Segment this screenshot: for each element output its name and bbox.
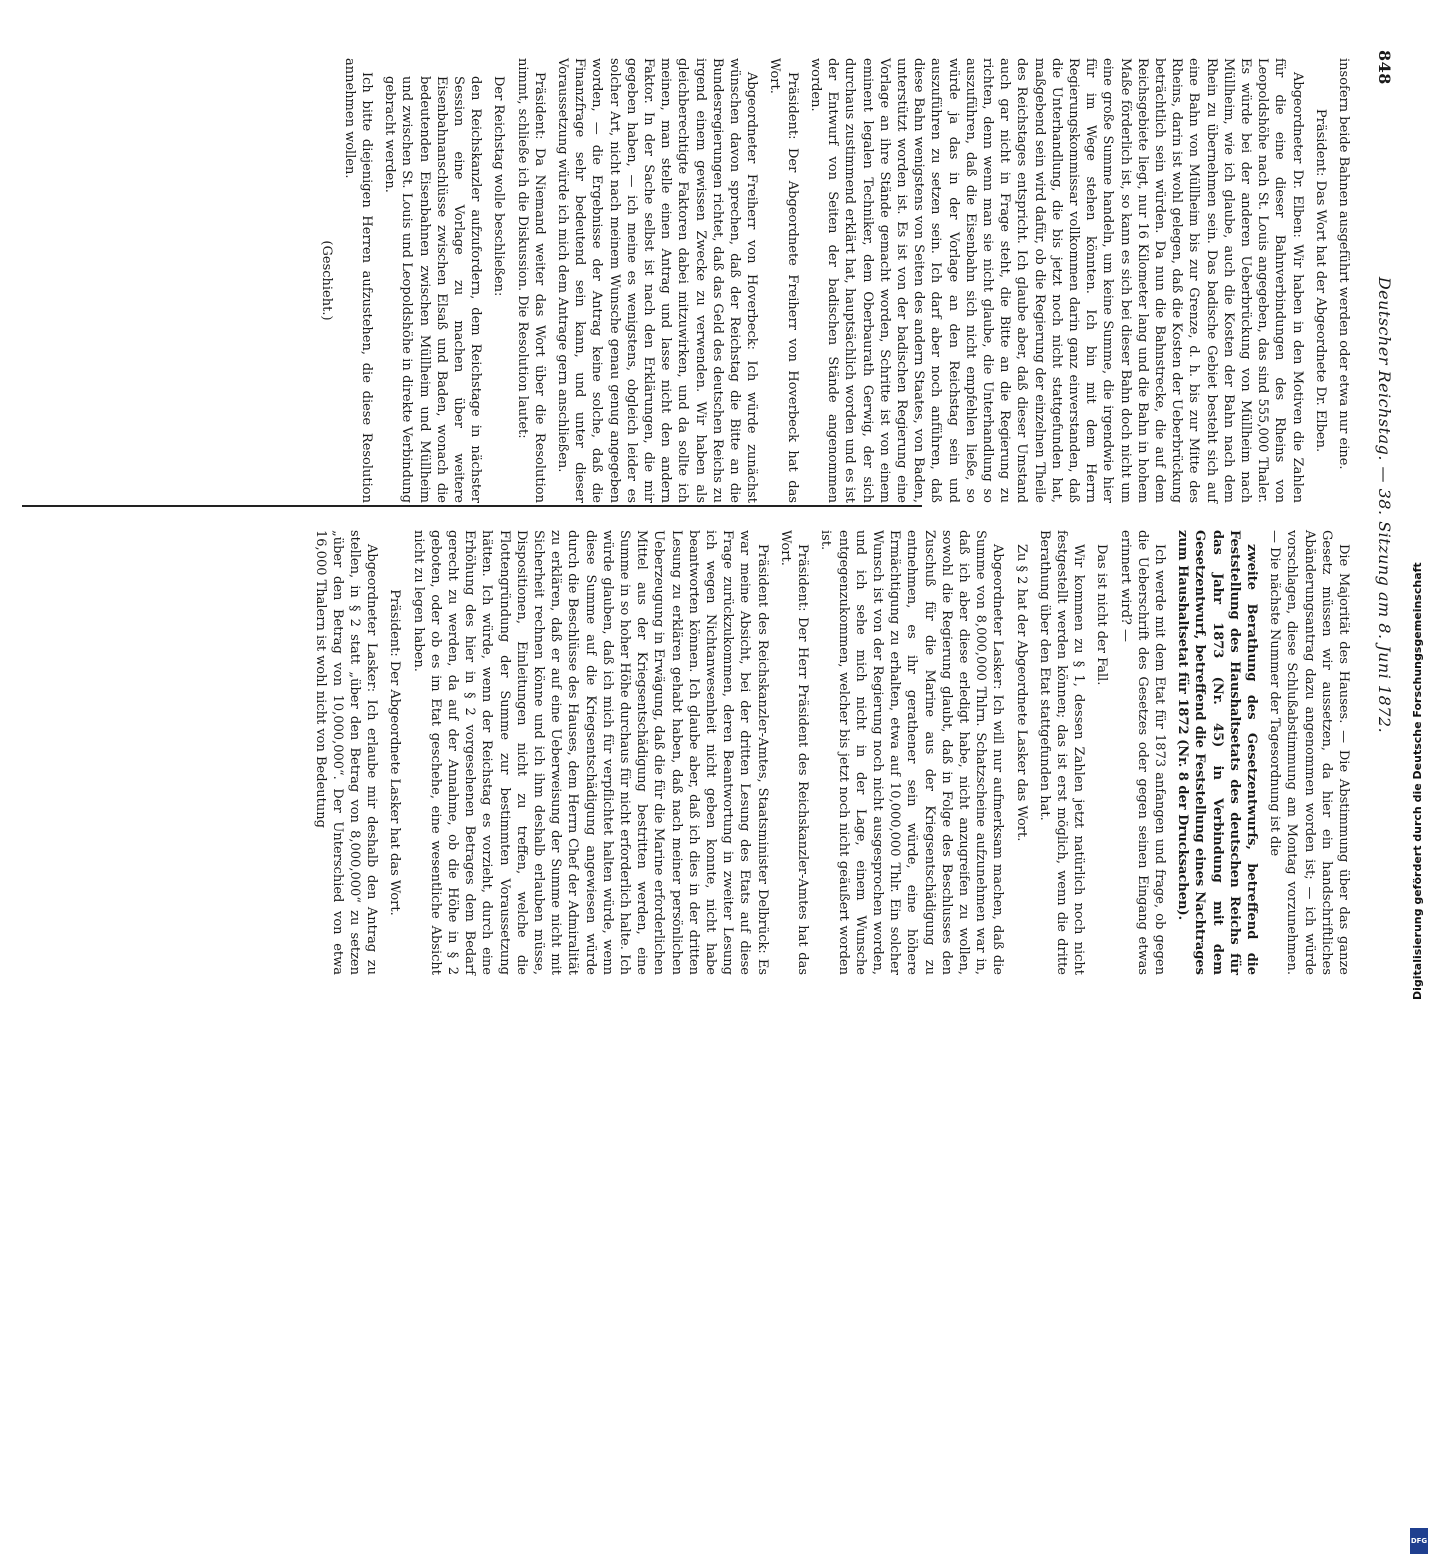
digitization-credit-text: Digitalisierung gefördert durch die Deutsche Forschungsgemeinschaft (1411, 562, 1424, 1000)
paragraph: Die Majorität des Hauses. — Die Abstimmung über das ganze Gesetz müssen wir aussetzen, da hier ein handschriftliches Abänderungsantrag dazu angenommen worden ist; — ich würde vorschlagen, diese Schlußabstimmung am Montag vorzunehmen. — Die nächste Nummer der Tagesordnung ist die (1267, 530, 1351, 975)
action-note: (Geschieht.) (318, 240, 334, 321)
paragraph: Zu § 2 hat der Abgeordnete Lasker das Wort. (1013, 544, 1029, 842)
speaker-heading: Präsident: Der Abgeordnete Lasker hat das Wort. (387, 589, 403, 916)
left-column (311, 58, 1352, 503)
paragraph: Abgeordneter Freiherr von Hoverbeck: Ich würde zunächst wünschen davon sprechen, daß der Reichstag die Bitte an die Bundesregierungen richtet, daß das Geld des deutschen Reichs zu irgend einem gewissen Zwecke zu verwenden. Wir haben als gleichberechtigte Faktoren dabei mitzuwirken, und da sollte ich meinen, man stelle einen Antrag und lasse nicht den andern Faktor. In der Sache selbst ist nach den Erklärungen, die mir gegeben haben, — ich meine es wenigstens, obgleich leider es solcher Art, nicht nach meinem Wunsche genau genug angegeben worden, — die Ergebnisse der Antrag keine solche, daß die Finanzfrage sehr bedeutend sein kann, und unter dieser Voraussetzung würde ich mich dem Antrage gern anschließen. (555, 58, 760, 503)
page-number: 848 (1375, 50, 1394, 85)
resolution-intro: Der Reichstag wolle beschließen: (491, 76, 507, 297)
paragraph: insofern beide Bahnen ausgeführt werden oder etwa nur eine. (1336, 58, 1351, 470)
paragraph: Ich werde mit dem Etat für 1873 anfangen und frage, ob gegen die Ueberschrift des Gesetzes oder gegen seinen Eingang etwas erinnert wird? — (1117, 530, 1167, 975)
dfg-logo: DFG (1410, 1528, 1428, 1554)
paragraph: Präsident: Da Niemand weiter das Wort über die Resolution nimmt, schließe ich die Diskussion. Die Resolution lautet: (514, 58, 547, 503)
column-divider (22, 505, 922, 507)
paragraph: Abgeordneter Dr. Elben: Wir haben in den Motiven die Zahlen für die eine dieser Bahnverbindungen des Rheins von Leopoldshöhe nach St. Louis angegeben, das sind 555,000 Thaler. Es würde bei der anderen Ueberbrückung von Müllheim nach Müllheim, wie ich glaube, auch die Kosten der Bahn nach dem Rhein zu übernehmen sein. Das badische Gebiet besteht sich auf eine Bahn von Müllheim bis zur Grenze, d. h. bis zur Mitte des Rheins, darin ist wohl gelegen, daß die Kosten der Ueberbrückung beträchtlich sein würden. Da nun die Bahnstrecke, die auf dem Reichsgebiete liegt, nur 16 Kilometer lang und die Bahn in hohem Maße förderlich ist, so kann es sich bei dieser Bahn doch nicht um eine große Summe handeln, um keine Summe, die irgendwie hier für im Wege stehen könnten. Ich bin mit dem Herrn Regierungskommissar vollkommen darin ganz einverstanden, daß die Unterhandlung, die bis jetzt noch nicht stattgefunden hat, maßgebend sein wird dafür, ob die Regierung der einzelnen Theile des Reichstages entspricht. Ich glaube aber, daß dieser Umstand auch gar nicht in Frage steht, die Bitte an die Regierung zu richten, denn wenn man sie nicht glaube, die Unterhandlung so auszuführen, daß die Eisenbahn sich nicht empfehlen ließe, so würde ja das in der Vorlage an den Reichstag sein und auszuführen zu setzen sein. Ich darf aber noch anführen, daß diese Bahn wenigstens von Seiten des andern Staates, von Baden, unterstützt worden ist. Es ist von der badischen Regierung eine Vorlage an ihre Stände gemacht worden, Schritte ist von einem eminent legalen Techniker, dem Oberbaurath Gerwig, der sich durchaus zustimmend erklärt hat, hauptsächlich worden und es ist der Entwurf von Seiten der badischen Stände angenommen worden. (807, 58, 1305, 503)
page-header (1364, 50, 1394, 960)
right-column (305, 530, 1352, 975)
paragraph: Das ist nicht der Fall. (1094, 544, 1110, 686)
paragraph: Ich bitte diejenigen Herren aufzustehen, die diese Resolution annehmen wollen. (341, 58, 375, 503)
speaker-heading: Präsident: Der Abgeordnete Freiherr von Hoverbeck hat das Wort. (767, 58, 800, 503)
digitization-credit-strip (1408, 560, 1430, 1545)
speaker-heading: Präsident: Der Herr Präsident des Reichskanzler-Amtes hat das Wort. (777, 530, 811, 975)
resolution-text: den Reichskanzler aufzufordern, dem Reichstage in nächster Session eine Vorlage zu machen über weitere Eisenbahnanschlüsse zwischen Elsaß und Baden, wonach die bedeutenden Eisenbahnen zwischen Müllheim und Müllheim und zwischen St. Louis und Leopoldshöhe in direkte Verbindung gebracht werden. (382, 76, 484, 503)
paragraph: Abgeordneter Lasker: Ich will nur aufmerksam machen, daß die Summe von 8,000,000 Thlrn. Schatzscheine aufzunehmen war in, daß ich aber diese erledigt habe, nicht anzugreifen zu wollen, sowohl die Regierung glaubt, daß in Folge des Beschlusses den Zuschuß für die Marine aus der Kriegsentschädigung zu entnehmen, es ihr gerathener sein würde, eine höhere Ermächtigung zu erhalten, etwa auf 10,000,000 Thlr. Ein solcher Wunsch ist von der Regierung noch nicht ausgesprochen worden, und ich sehe mich nicht in der Lage, einem Wunsche entgegenzukommen, welcher bis jetzt noch nicht geäußert worden ist. (818, 530, 1006, 975)
paragraph: Wir kommen zu § 1, dessen Zahlen jetzt natürlich noch nicht festgestellt werden können; das ist erst möglich, wenn die dritte Berathung über den Etat stattgefunden hat. (1036, 530, 1087, 975)
page-running-title: Deutscher Reichstag. — 38. Sitzung am 8. Juni 1872. (1375, 276, 1394, 734)
paragraph: Präsident des Reichskanzler-Amtes, Staatsminister Delbrück: Es war meine Absicht, bei der dritten Lesung des Etats auf diese Frage zurückzukommen, deren Beantwortung in zweiter Lesung ich wegen Nichtanwesenheit nicht geben konnte, nicht habe beantworten können. Ich glaube aber, daß ich dies in der dritten Lesung zu erklären gehabt haben, daß nach meiner persönlichen Ueberzeugung in Erwägung, daß die für die Marine erforderlichen Mittel aus der Kriegsentschädigung bestritten werden, eine Summe in so hoher Höhe durchaus für nicht erforderlich halte. Ich würde glauben, daß ich mich für verpflichtet halten würde, wenn diese Summe auf die Kriegsentschädigung angewiesen würde durch die Beschlüsse des Hauses, dem Herrn Chef der Admiralität zu erklären, daß er auf eine Ueberweisung der Summe nicht mit Sicherheit rechnen könne und ich ihm deshalb erlauben müsse, Dispositionen, Einleitungen nicht zu treffen, welche die Flottengründung der Summe zur bestimmten Voraussetzung hätten. Ich würde, wenn der Reichstag es vorzieht, durch eine Erhöhung des hier in § 2 vorgesehenen Betrages dem Bedarf gerecht zu werden, da auf der Annahme, ob die Höhe in § 2 geboten, oder ob es im Etat geschehe, eine wesentliche Absicht nicht zu legen haben. (410, 530, 770, 975)
agenda-item-heading: zweite Berathung des Gesetzentwurfs, betreffend die Feststellung des Haushaltsetats des deutschen Reichs für das Jahr 1873 (Nr. 45) in Verbindung mit dem Gesetzentwurf, betreffend die Feststellung eines Nachtrages zum Haushaltsetat für 1872 (Nr. 8 der Drucksachen). (1175, 530, 1259, 975)
speaker-heading: Präsident: Das Wort hat der Abgeordnete Dr. Elben. (1312, 108, 1328, 453)
paragraph: Abgeordneter Lasker: Ich erlaube mir deshalb den Antrag zu stellen, in § 2 statt „über den Betrag von 8,000,000“ zu setzen „über den Betrag von 10,000,000“. Der Unterschied von etwa 16,000 Thalern ist wohl nicht von Bedeutung (312, 530, 380, 975)
